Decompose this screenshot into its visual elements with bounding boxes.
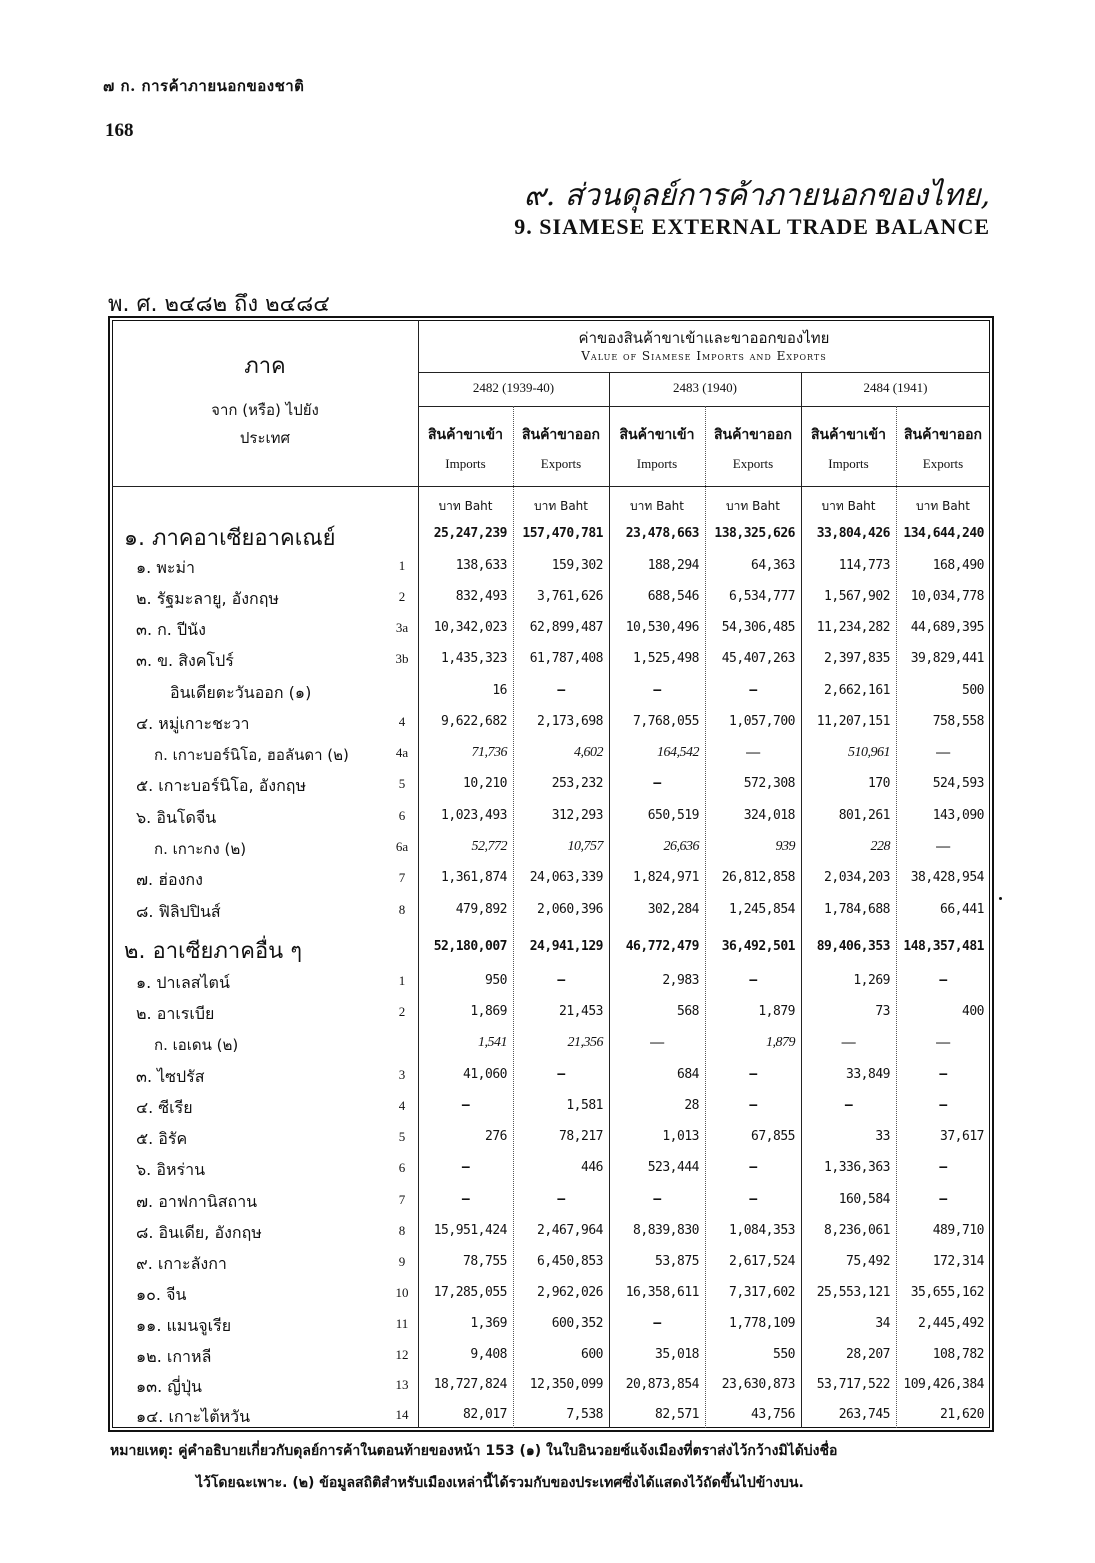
value-cell: 7,317,602 [729,1285,795,1300]
value-cell: 1,336,363 [824,1160,890,1175]
value-cell: 801,261 [838,808,890,823]
value-cell: 16,358,611 [625,1285,699,1300]
year-heading: 2483 (1940) [673,380,737,395]
value-cell: — [936,745,950,760]
value-cell: 8,236,061 [824,1223,890,1238]
group-heading-english: Value of Siamese Imports and Exports [581,349,827,363]
value-cell: 939 [775,839,795,854]
value-cell: 89,406,353 [816,939,890,954]
value-cell: 21,620 [940,1407,984,1422]
value-cell: 164,542 [657,745,699,760]
value-cell: 688,546 [647,589,699,604]
value-cell: 4,602 [574,745,603,760]
value-cell: 950 [485,973,507,988]
value-cell: 9,622,682 [441,714,507,729]
country-label: ๑๒. เกาหลี [136,1347,212,1366]
value-cell: 109,426,384 [903,1377,984,1392]
value-cell: 108,782 [932,1347,984,1362]
header-bottom-rule [112,486,990,487]
value-cell: — [939,1098,947,1113]
value-cell: 7,538 [566,1407,603,1422]
value-cell: — [653,1192,661,1207]
country-label: ๕. เกาะบอร์นิโอ, อังกฤษ [136,776,307,795]
value-cell: 28 [684,1098,699,1113]
column-heading-thai: สินค้าขาออก [521,427,601,443]
value-cell: 18,727,824 [433,1377,507,1392]
value-cell: 35,655,162 [910,1285,984,1300]
value-cell: 550 [773,1347,795,1362]
row-code: 3b [395,651,409,666]
value-cell: 45,407,263 [721,651,795,666]
value-cell: — [749,1067,757,1082]
value-cell: — [746,745,760,760]
value-cell: 170 [868,776,890,791]
column-heading-thai: สินค้าขาเข้า [811,427,886,443]
value-cell: 510,961 [848,745,890,760]
value-cell: 24,063,339 [529,870,603,885]
value-cell: — [749,1098,757,1113]
value-cell: — [461,1098,470,1113]
row-code: 7 [398,870,406,885]
unit-label: บาท Baht [534,499,588,513]
value-cell: 832,493 [455,589,507,604]
country-label: ๓. ก. ปีนัง [136,620,206,639]
country-label: ๑๔. เกาะไต้หวัน [136,1407,251,1426]
value-cell: — [653,776,661,791]
value-cell: 7,768,055 [633,714,699,729]
country-label: อินเดียตะวันออก (๑) [170,683,312,702]
margin-dot [999,897,1002,900]
value-cell: 10,210 [463,776,507,791]
country-label: ๔. หมู่เกาะชะวา [136,714,250,733]
country-label: ๕. อิรัค [136,1129,188,1148]
value-cell: 446 [581,1160,603,1175]
region-label: ๒. อาเซียภาคอื่น ๆ [124,939,303,964]
row-code: 2 [398,589,406,604]
value-cell: 302,284 [647,902,699,917]
value-cell: 1,879 [758,1004,795,1019]
value-cell: 2,060,396 [537,902,603,917]
value-cell: 1,245,854 [729,902,795,917]
column-heading-thai: สินค้าขาเข้า [619,427,695,443]
unit-label: บาท Baht [726,499,780,513]
row-code: 13 [395,1377,409,1392]
value-cell: — [557,973,565,988]
value-cell: — [749,973,757,988]
country-label: ๑. พะม่า [136,558,195,577]
value-cell: 2,617,524 [729,1254,795,1269]
value-cell: 16 [492,683,507,698]
value-cell: 17,285,055 [433,1285,507,1300]
value-cell: 46,772,479 [625,939,699,954]
row-code: 10 [395,1285,409,1300]
country-label: ๑๐. จีน [136,1285,187,1304]
value-cell: 2,445,492 [918,1316,984,1331]
country-label: ๑๑. แมนจูเรีย [136,1316,232,1335]
value-cell: 78,217 [559,1129,603,1144]
value-cell: 489,710 [932,1223,984,1238]
country-label: ๓. ข. สิงคโปร์ [136,651,234,670]
year-range: พ. ศ. ๒๔๘๒ ถึง ๒๔๘๔ [108,292,330,317]
value-cell: 758,558 [932,714,984,729]
value-cell: 62,899,487 [529,620,603,635]
column-heading-english: Exports [540,456,582,471]
title-thai: ๙. ส่วนดุลย์การค้าภายนอกของไทย, [523,178,990,213]
value-cell: 1,057,700 [729,714,795,729]
value-cell: — [557,1192,565,1207]
value-cell: 44,689,395 [910,620,984,635]
value-cell: 1,824,971 [633,870,699,885]
value-cell: 600,352 [551,1316,603,1331]
row-code: 3a [395,620,409,635]
row-code: 8 [398,1223,406,1238]
value-cell: 10,530,496 [625,620,699,635]
value-cell: 9,408 [470,1347,507,1362]
country-label: ๒. รัฐมะลายู, อังกฤษ [136,589,279,608]
value-cell: 26,636 [663,839,699,854]
value-cell: — [653,1316,661,1331]
row-code: 3 [398,1067,406,1082]
value-cell: 38,428,954 [910,870,984,885]
value-cell: 35,018 [655,1347,699,1362]
value-cell: 1,269 [853,973,890,988]
value-cell: 1,869 [470,1004,507,1019]
value-cell: 2,662,161 [824,683,890,698]
value-cell: 33,804,426 [816,526,890,541]
row-code: 4a [395,745,409,760]
value-cell: 600 [581,1347,603,1362]
value-cell: 21,453 [559,1004,603,1019]
value-cell: 168,490 [932,558,984,573]
region-label: ๑. ภาคอาเซียอาคเณย์ [124,526,336,551]
value-cell: 24,941,129 [529,939,603,954]
value-cell: — [557,683,565,698]
value-cell: — [461,1160,470,1175]
value-cell: — [936,839,950,854]
value-cell: 228 [870,839,890,854]
stub-subheading-2: ประเทศ [239,429,291,447]
column-heading-thai: สินค้าขาออก [903,427,983,443]
row-code: 6 [398,808,406,823]
value-cell: 15,951,424 [433,1223,507,1238]
value-cell: 66,441 [940,902,984,917]
value-cell: 160,584 [838,1192,890,1207]
column-heading-english: Imports [828,456,869,471]
value-cell: 114,773 [838,558,890,573]
value-cell: 36,492,501 [721,939,795,954]
country-label: ๘. ฟิลิปปินส์ [136,902,221,921]
value-cell: 2,034,203 [824,870,890,885]
value-cell: 34 [875,1316,890,1331]
group-heading-rule [418,372,990,373]
value-cell: 82,017 [463,1407,507,1422]
column-heading-english: Exports [922,456,964,471]
country-label: ก. เกาะกง (๒) [154,840,247,858]
value-cell: 54,306,485 [721,620,795,635]
value-cell: 263,745 [838,1407,890,1422]
value-cell: — [461,1192,470,1207]
value-cell: 11,207,151 [816,714,890,729]
footnote-line-1: หมายเหตุ: คู่คำอธิบายเกี่ยวกับดุลย์การค้าในตอนท้ายของหน้า 153 (๑) ในใบอินวอยซ์แจ้งเมืองที่ตราส่งไว้กว้างมิได้บ่งชื่อ [110,1443,838,1459]
value-cell: 1,361,874 [441,870,507,885]
row-code: 8 [398,902,406,917]
row-code: 6a [395,839,409,854]
value-cell: 26,812,858 [721,870,795,885]
value-cell: — [749,1160,757,1175]
value-cell: 400 [962,1004,984,1019]
country-label: ๑๓. ญี่ปุ่น [136,1377,202,1396]
value-cell: 1,525,498 [633,651,699,666]
value-cell: 33 [875,1129,890,1144]
column-heading-english: Exports [732,456,774,471]
value-cell: 52,772 [471,839,507,854]
value-cell: 6,450,853 [537,1254,603,1269]
value-cell: 71,736 [471,745,507,760]
value-cell: 568 [677,1004,699,1019]
value-cell: 20,873,854 [625,1377,699,1392]
value-cell: 312,293 [551,808,603,823]
value-cell: — [939,973,947,988]
value-cell: 2,983 [662,973,699,988]
value-cell: 41,060 [463,1067,507,1082]
value-cell: — [939,1067,947,1082]
group-heading-thai: ค่าของสินค้าขาเข้าและขาออกของไทย [578,329,830,347]
value-cell: 143,090 [932,808,984,823]
value-cell: 1,023,493 [441,808,507,823]
value-cell: 25,553,121 [816,1285,890,1300]
title-english: 9. SIAMESE EXTERNAL TRADE BALANCE [514,214,990,239]
value-cell: 1,084,353 [729,1223,795,1238]
value-cell: 276 [485,1129,507,1144]
value-cell: — [939,1192,947,1207]
value-cell: — [939,1160,947,1175]
value-cell: 73 [875,1004,890,1019]
value-cell: 10,034,778 [910,589,984,604]
value-cell: 52,180,007 [433,939,507,954]
year-heading: 2484 (1941) [863,380,928,395]
row-code: 5 [398,1129,406,1144]
value-cell: 134,644,240 [903,526,984,541]
value-cell: 82,571 [655,1407,699,1422]
value-cell: 1,435,323 [441,651,507,666]
country-label: ก. เกาะบอร์นิโอ, ฮอลันดา (๒) [154,746,349,764]
stub-subheading-1: จาก (หรือ) ไปยัง [211,401,319,419]
row-code: 6 [398,1160,406,1175]
value-cell: 138,325,626 [714,526,795,541]
value-cell: 33,849 [846,1067,890,1082]
value-cell: 650,519 [647,808,699,823]
value-cell: 572,308 [743,776,795,791]
value-cell: 78,755 [463,1254,507,1269]
value-cell: 684 [677,1067,699,1082]
value-cell: — [749,1192,757,1207]
year-heading-rule [418,406,990,407]
value-cell: 64,363 [751,558,795,573]
country-label: ๗. ฮ่องกง [136,870,203,889]
column-heading-english: Imports [636,456,678,471]
value-cell: 67,855 [751,1129,795,1144]
value-cell: 10,757 [567,839,603,854]
country-label: ๘. อินเดีย, อังกฤษ [136,1223,262,1242]
column-heading-english: Imports [445,456,486,471]
value-cell: 2,173,698 [537,714,603,729]
value-cell: 1,541 [478,1035,507,1050]
row-code: 7 [398,1192,406,1207]
value-cell: 188,294 [647,558,699,573]
value-cell: 61,787,408 [529,651,603,666]
value-cell: 172,314 [932,1254,984,1269]
value-cell: 43,756 [751,1407,795,1422]
value-cell: 159,302 [551,558,603,573]
value-cell: — [749,683,757,698]
value-cell: 1,778,109 [729,1316,795,1331]
value-cell: 148,357,481 [903,939,984,954]
value-cell: 8,839,830 [633,1223,699,1238]
value-cell: — [650,1035,664,1050]
value-cell: 39,829,441 [910,651,984,666]
value-cell: 324,018 [743,808,795,823]
row-code: 12 [395,1347,409,1362]
unit-label: บาท Baht [438,499,493,513]
unit-label: บาท Baht [630,499,684,513]
row-code: 11 [395,1316,409,1331]
value-cell: 524,593 [932,776,984,791]
country-label: ๗. อาฟกานิสถาน [136,1192,258,1211]
row-code: 4 [398,714,406,729]
value-cell: 2,397,835 [824,651,890,666]
value-cell: — [936,1035,950,1050]
country-label: ๒. อาเรเบีย [136,1004,215,1023]
value-cell: 2,467,964 [537,1223,603,1238]
unit-label: บาท Baht [916,499,970,513]
value-cell: — [844,1098,853,1113]
value-cell: 11,234,282 [816,620,890,635]
unit-label: บาท Baht [821,499,876,513]
value-cell: 53,875 [655,1254,699,1269]
footnote-line-2: ไว้โดยฉะเพาะ. (๒) ข้อมูลสถิติสำหรับเมืองเหล่านี้ได้รวมกับของประเทศซึ่งได้แสดงไว้ถัดขึ้นไปข้างบน. [196,1475,804,1491]
row-code: 14 [395,1407,409,1422]
value-cell: 479,892 [455,902,507,917]
value-cell: 23,478,663 [625,526,699,541]
value-cell: 21,356 [567,1035,603,1050]
value-cell: 157,470,781 [522,526,603,541]
value-cell: 12,350,099 [529,1377,603,1392]
value-cell: 75,492 [846,1254,890,1269]
value-cell: — [653,683,661,698]
value-cell: — [841,1035,856,1050]
row-code: 2 [398,1004,406,1019]
country-label: ๔. ซีเรีย [136,1098,193,1117]
country-label: ก. เอเดน (๒) [154,1036,239,1054]
value-cell: 1,784,688 [824,902,890,917]
value-cell: 25,247,239 [433,526,507,541]
value-cell: 138,633 [455,558,507,573]
value-cell: 1,013 [662,1129,699,1144]
page-number: 168 [105,120,134,141]
value-cell: 53,717,522 [816,1377,890,1392]
country-label: ๙. เกาะลังกา [136,1254,227,1273]
value-cell: 10,342,023 [433,620,507,635]
year-heading: 2482 (1939-40) [472,380,555,395]
running-header: ๗ ก. การค้าภายนอกของชาติ [103,77,305,95]
row-code: 5 [398,776,406,791]
stub-heading: ภาค [244,354,286,379]
country-label: ๓. ไซปรัส [136,1067,205,1086]
row-code: 1 [398,558,406,573]
value-cell: 3,761,626 [537,589,603,604]
column-heading-thai: สินค้าขาเข้า [428,427,503,443]
value-cell: 1,369 [470,1316,507,1331]
country-label: ๖. อินโดจีน [136,808,217,827]
row-code: 1 [398,973,406,988]
value-cell: 2,962,026 [537,1285,603,1300]
value-cell: 37,617 [940,1129,984,1144]
value-cell: 523,444 [647,1160,699,1175]
column-heading-thai: สินค้าขาออก [713,427,793,443]
value-cell: 1,567,902 [824,589,890,604]
value-cell: 28,207 [846,1347,890,1362]
value-cell: 23,630,873 [721,1377,795,1392]
value-cell: — [557,1067,565,1082]
value-cell: 1,879 [766,1035,795,1050]
row-code: 9 [398,1254,406,1269]
country-label: ๑. ปาเลสไตน์ [136,973,230,992]
row-code: 4 [398,1098,406,1113]
value-cell: 6,534,777 [729,589,795,604]
country-label: ๖. อิหร่าน [136,1160,205,1179]
value-cell: 253,232 [551,776,603,791]
value-cell: 500 [962,683,984,698]
value-cell: 1,581 [566,1098,603,1113]
